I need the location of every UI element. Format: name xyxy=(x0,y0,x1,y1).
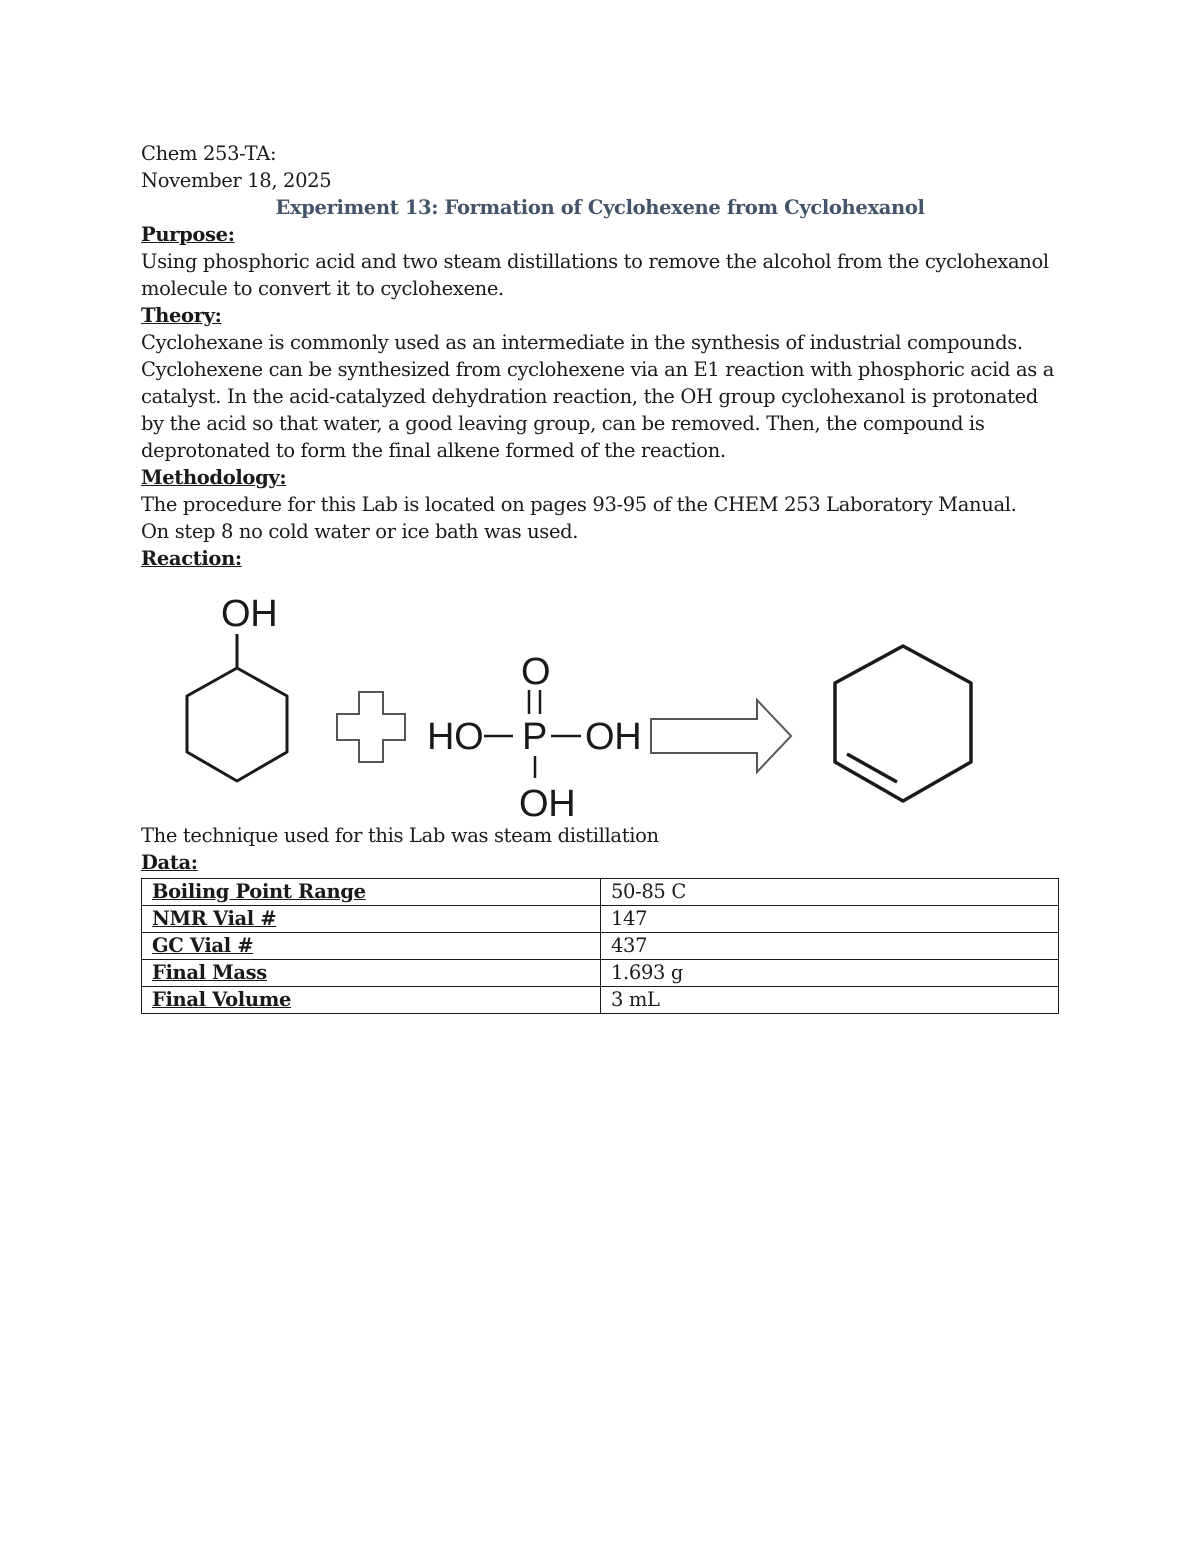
row-label: Final Mass xyxy=(142,960,601,987)
table-row xyxy=(142,906,1059,933)
table-row xyxy=(142,879,1059,906)
experiment-title: Experiment 13: Formation of Cyclohexene from Cyclohexanol xyxy=(275,196,925,219)
reaction-arrow-icon xyxy=(651,700,791,772)
acid-left-ho-label: HO xyxy=(427,716,484,758)
row-value: 1.693 g xyxy=(601,960,1059,987)
purpose-heading: Purpose: xyxy=(141,223,235,246)
theory-heading: Theory: xyxy=(141,304,222,327)
course-line: Chem 253-TA: xyxy=(141,142,277,165)
acid-top-o-label: O xyxy=(521,651,551,693)
table-row xyxy=(142,960,1059,987)
acid-center-p-label: P xyxy=(522,716,547,758)
cyclohexanol-ring xyxy=(187,668,287,781)
table-row xyxy=(142,933,1059,960)
cyclohexene-structure xyxy=(835,646,971,801)
methodology-line-2: On step 8 no cold water or ice bath was used. xyxy=(141,520,579,543)
acid-bottom-oh-label: OH xyxy=(519,783,576,822)
cyclohexene-ring xyxy=(835,646,971,801)
acid-right-oh-label: OH xyxy=(585,716,642,758)
methodology-heading: Methodology: xyxy=(141,466,287,489)
row-value: 437 xyxy=(601,933,1059,960)
row-value: 3 mL xyxy=(601,987,1059,1014)
date-line: November 18, 2025 xyxy=(141,169,332,192)
data-heading: Data: xyxy=(141,851,198,874)
document-page xyxy=(141,140,1059,1014)
cyclohexanol-structure xyxy=(187,593,287,781)
plus-icon xyxy=(337,692,405,762)
cyclohexene-double-bond xyxy=(847,754,897,782)
data-table xyxy=(141,878,1059,1014)
theory-text: Cyclohexane is commonly used as an intermediate in the synthesis of industrial compounds. Cyclohexene can be synthesized from cyclohexene via an E1 reaction with phosphoric acid as a catalyst. In the acid-catalyzed dehydration reaction, the OH group cyclohexanol is protonated by the acid so that water, a good leaving group, can be removed. Then, the compound is deprotonated to form the final alkene formed of the reaction. xyxy=(141,331,1055,462)
row-value: 147 xyxy=(601,906,1059,933)
row-label: Boiling Point Range xyxy=(142,879,601,906)
row-value: 50-85 C xyxy=(601,879,1059,906)
table-row xyxy=(142,987,1059,1014)
row-label: NMR Vial # xyxy=(142,906,601,933)
methodology-line-1: The procedure for this Lab is located on pages 93-95 of the CHEM 253 Laboratory Manual. xyxy=(141,493,1017,516)
row-label: Final Volume xyxy=(142,987,601,1014)
purpose-text: Using phosphoric acid and two steam distillations to remove the alcohol from the cyclohexanol molecule to convert it to cyclohexene. xyxy=(141,250,1049,300)
technique-line: The technique used for this Lab was steam distillation xyxy=(141,824,659,847)
reactant-oh-label: OH xyxy=(221,593,278,635)
reaction-heading: Reaction: xyxy=(141,547,242,570)
reaction-diagram xyxy=(141,576,1059,822)
row-label: GC Vial # xyxy=(142,933,601,960)
phosphoric-acid-structure xyxy=(427,651,641,822)
reaction-scheme xyxy=(141,576,1059,822)
